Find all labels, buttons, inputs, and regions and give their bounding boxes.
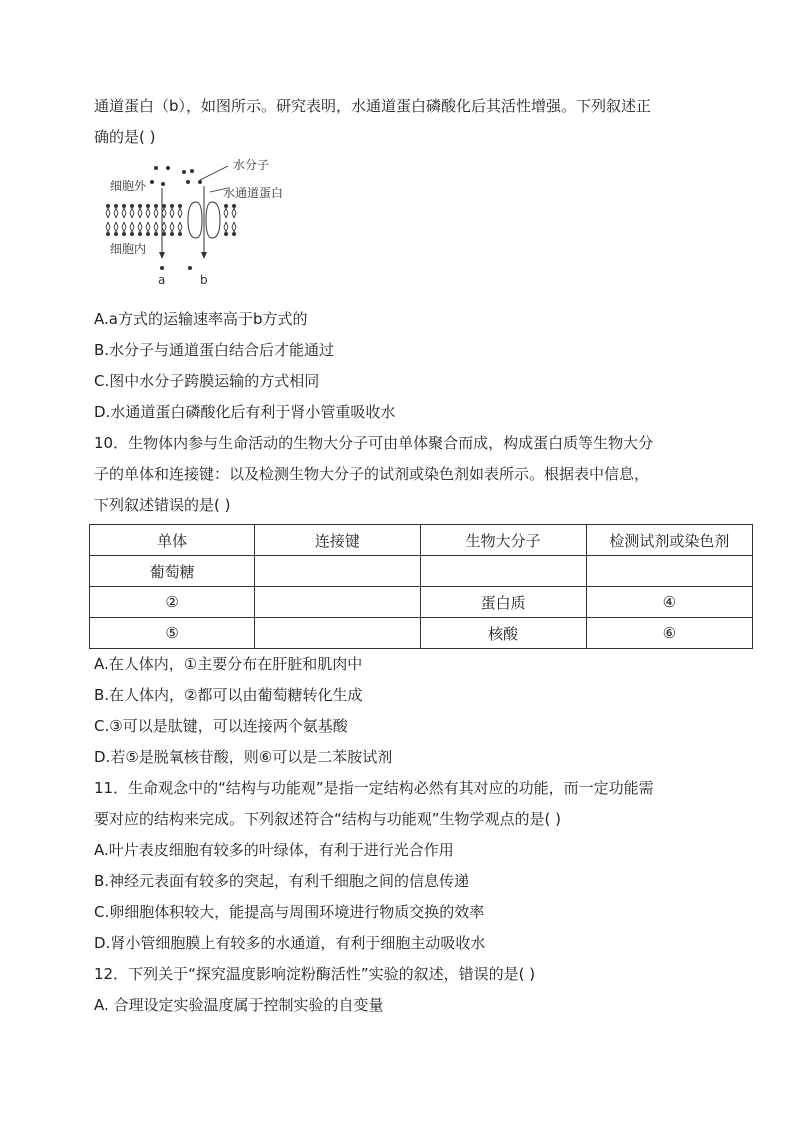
q12-option-a: A. 合理设定实验温度属于控制实验的自变量 <box>94 996 384 1014</box>
q11-option-a: A.叶片表皮细胞有较多的叶绿体，有利于进行光合作用 <box>94 841 454 859</box>
label-inside-cell: 细胞内 <box>110 242 147 256</box>
q9-stem-line2: 确的是( ) <box>94 128 156 146</box>
header-reagent: 检测试剂或染色剂 <box>586 525 752 556</box>
header-macromolecule: 生物大分子 <box>420 525 586 556</box>
q10-stem-line2: 子的单体和连接键：以及检测生物大分子的试剂或染色剂如表所示。根据表中信息， <box>94 465 650 483</box>
header-bond: 连接键 <box>255 525 420 556</box>
table-cell <box>255 556 420 587</box>
q9-option-c: C.图中水分子跨膜运输的方式相同 <box>94 372 320 390</box>
table-cell <box>586 556 752 587</box>
q9-stem-line1: 通道蛋白（b），如图所示。研究表明，水通道蛋白磷酸化后其活性增强。下列叙述正 <box>94 97 652 115</box>
table-cell: 蛋白质 <box>420 587 586 618</box>
q11-option-b: B.神经元表面有较多的突起，有利千细胞之间的信息传递 <box>94 872 470 890</box>
q10-option-c: C.③可以是肽键，可以连接两个氨基酸 <box>94 717 348 735</box>
label-b: b <box>200 273 208 287</box>
table-cell <box>420 556 586 587</box>
q12-stem: 12．下列关于“探究温度影响淀粉酶活性”实验的叙述，错误的是( ) <box>94 965 536 983</box>
label-outside-cell: 细胞外 <box>110 179 147 193</box>
label-water-molecule: 水分子 <box>233 158 270 172</box>
table-cell <box>255 618 420 649</box>
q10-option-b: B.在人体内，②都可以由葡萄糖转化生成 <box>94 686 363 704</box>
table-row <box>90 618 753 649</box>
q10-option-a: A.在人体内，①主要分布在肝脏和肌肉中 <box>94 655 363 673</box>
q9-option-b: B.水分子与通道蛋白结合后才能通过 <box>94 341 335 359</box>
label-a: a <box>158 273 166 287</box>
q11-option-c: C.卵细胞体积较大，能提高与周围环境进行物质交换的效率 <box>94 903 485 921</box>
table-cell: ④ <box>586 587 752 618</box>
water-channel-diagram <box>100 156 300 296</box>
table-cell <box>255 587 420 618</box>
table-cell: ⑥ <box>586 618 752 649</box>
table-row <box>90 587 753 618</box>
table-cell: 核酸 <box>420 618 586 649</box>
q11-stem-line1: 11．生命观念中的“结构与功能观”是指一定结构必然有其对应的功能，而一定功能需 <box>94 779 654 797</box>
water-molecules-outside <box>150 166 202 186</box>
header-monomer: 单体 <box>90 525 255 556</box>
table-cell: ⑤ <box>90 618 255 649</box>
q11-option-d: D.肾小管细胞膜上有较多的水通道，有利于细胞主动吸收水 <box>94 934 486 952</box>
q9-option-d: D.水通道蛋白磷酸化后有利于肾小管重吸收水 <box>94 403 396 421</box>
q9-option-a: A.a方式的运输速率高于b方式的 <box>94 310 308 328</box>
q11-stem-line2: 要对应的结构来完成。下列叙述符合“结构与功能观”生物学观点的是( ) <box>94 810 562 828</box>
table-cell: 葡萄糖 <box>90 556 255 587</box>
q10-stem-line3: 下列叙述错误的是( ) <box>94 496 231 514</box>
label-water-channel: 水通道蛋白 <box>223 186 284 200</box>
biomolecule-table <box>89 524 753 649</box>
table-cell: ② <box>90 587 255 618</box>
table-header-row <box>90 525 753 556</box>
q10-option-d: D.若⑤是脱氧核苷酸，则⑥可以是二苯胺试剂 <box>94 748 393 766</box>
table-row <box>90 556 753 587</box>
q10-stem-line1: 10．生物体内参与生命活动的生物大分子可由单体聚合而成，构成蛋白质等生物大分 <box>94 434 654 452</box>
